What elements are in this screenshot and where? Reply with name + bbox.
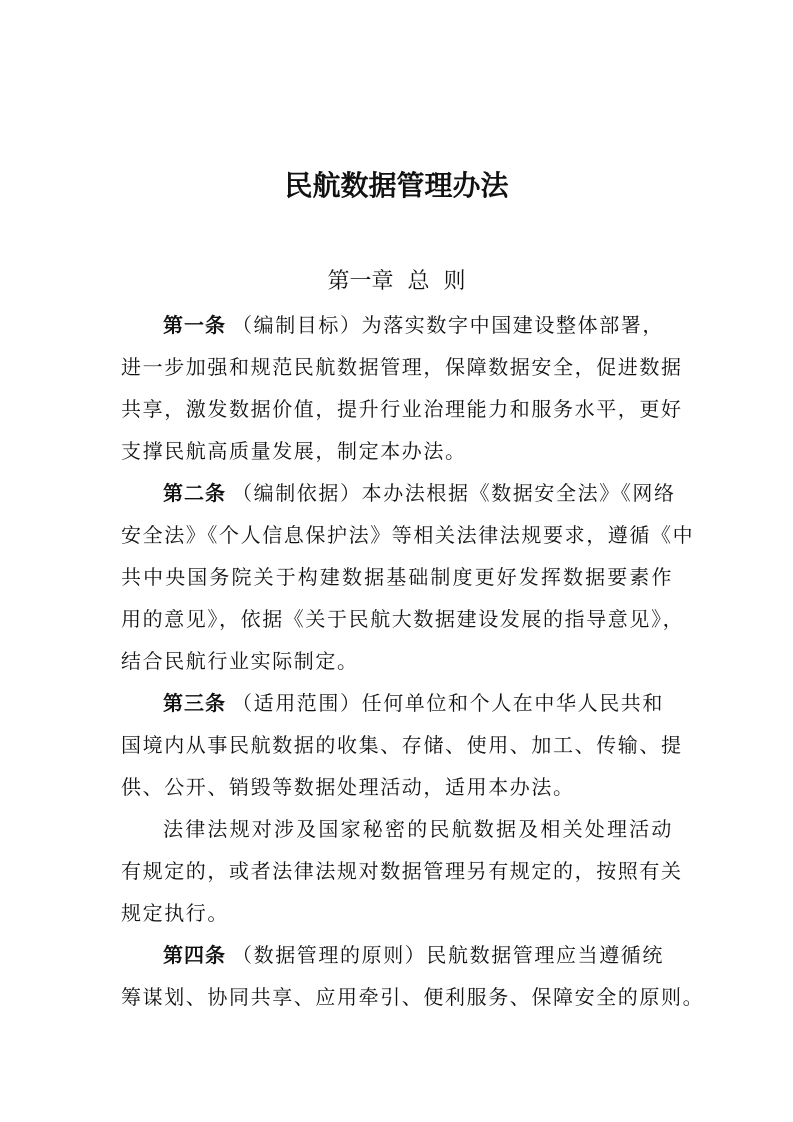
article-2-line-5: 结合民航行业实际制定。: [121, 649, 359, 673]
chapter-heading: [0, 262, 793, 302]
paragraph-line-1: 法律法规对涉及国家秘密的民航数据及相关处理活动: [163, 817, 673, 841]
article-1-line-4: 支撑民航高质量发展，制定本办法。: [121, 439, 467, 463]
article-4-line-1: [121, 934, 673, 976]
article-3-line-1: [121, 682, 673, 724]
article-2-line-3: 共中央国务院关于构建数据基础制度更好发挥数据要素作: [121, 565, 673, 589]
article-4-line-2: 筹谋划、协同共享、应用牵引、便利服务、保障安全的原则。: [121, 985, 705, 1009]
article-3-line-2: 国境内从事民航数据的收集、存储、使用、加工、传输、提: [121, 733, 683, 757]
chapter-name-part2: 则: [443, 269, 466, 294]
article-1-text-1: （编制目标）为落实数字中国建设整体部署，: [232, 313, 664, 337]
chapter-number: 第一章: [327, 269, 394, 294]
article-2-label: 第二条: [163, 481, 226, 505]
document-title: 民航数据管理办法: [284, 169, 509, 202]
paragraph-line-2: 有规定的，或者法律法规对数据管理另有规定的，按照有关: [121, 859, 683, 883]
article-2-line-4: 用的意见》，依据《关于民航大数据建设发展的指导意见》，: [121, 607, 685, 631]
article-3-text-1: （适用范围）任何单位和个人在中华人民共和: [232, 691, 664, 715]
document-body: [121, 304, 705, 1018]
article-2-line-2: 安全法》《个人信息保护法》等相关法律法规要求，遵循《中: [121, 523, 695, 547]
article-2-text-1: （编制依据）本办法根据《数据安全法》《网络: [232, 481, 676, 505]
chapter-name-part1: 总: [407, 269, 430, 294]
article-4-label: 第四条: [163, 943, 226, 967]
article-2-line-1: [121, 472, 676, 514]
article-1-line-1: [121, 304, 673, 346]
article-1-line-3: 共享，激发数据价值，提升行业治理能力和服务水平，更好: [121, 397, 683, 421]
article-1-line-2: 进一步加强和规范民航数据管理，保障数据安全，促进数据: [121, 355, 683, 379]
article-3-line-3: 供、公开、销毁等数据处理活动，适用本办法。: [121, 775, 575, 799]
article-4-text-1: （数据管理的原则）民航数据管理应当遵循统: [232, 943, 664, 967]
paragraph-line-3: 规定执行。: [121, 901, 229, 925]
article-3-label: 第三条: [163, 691, 226, 715]
article-1-label: 第一条: [163, 313, 226, 337]
